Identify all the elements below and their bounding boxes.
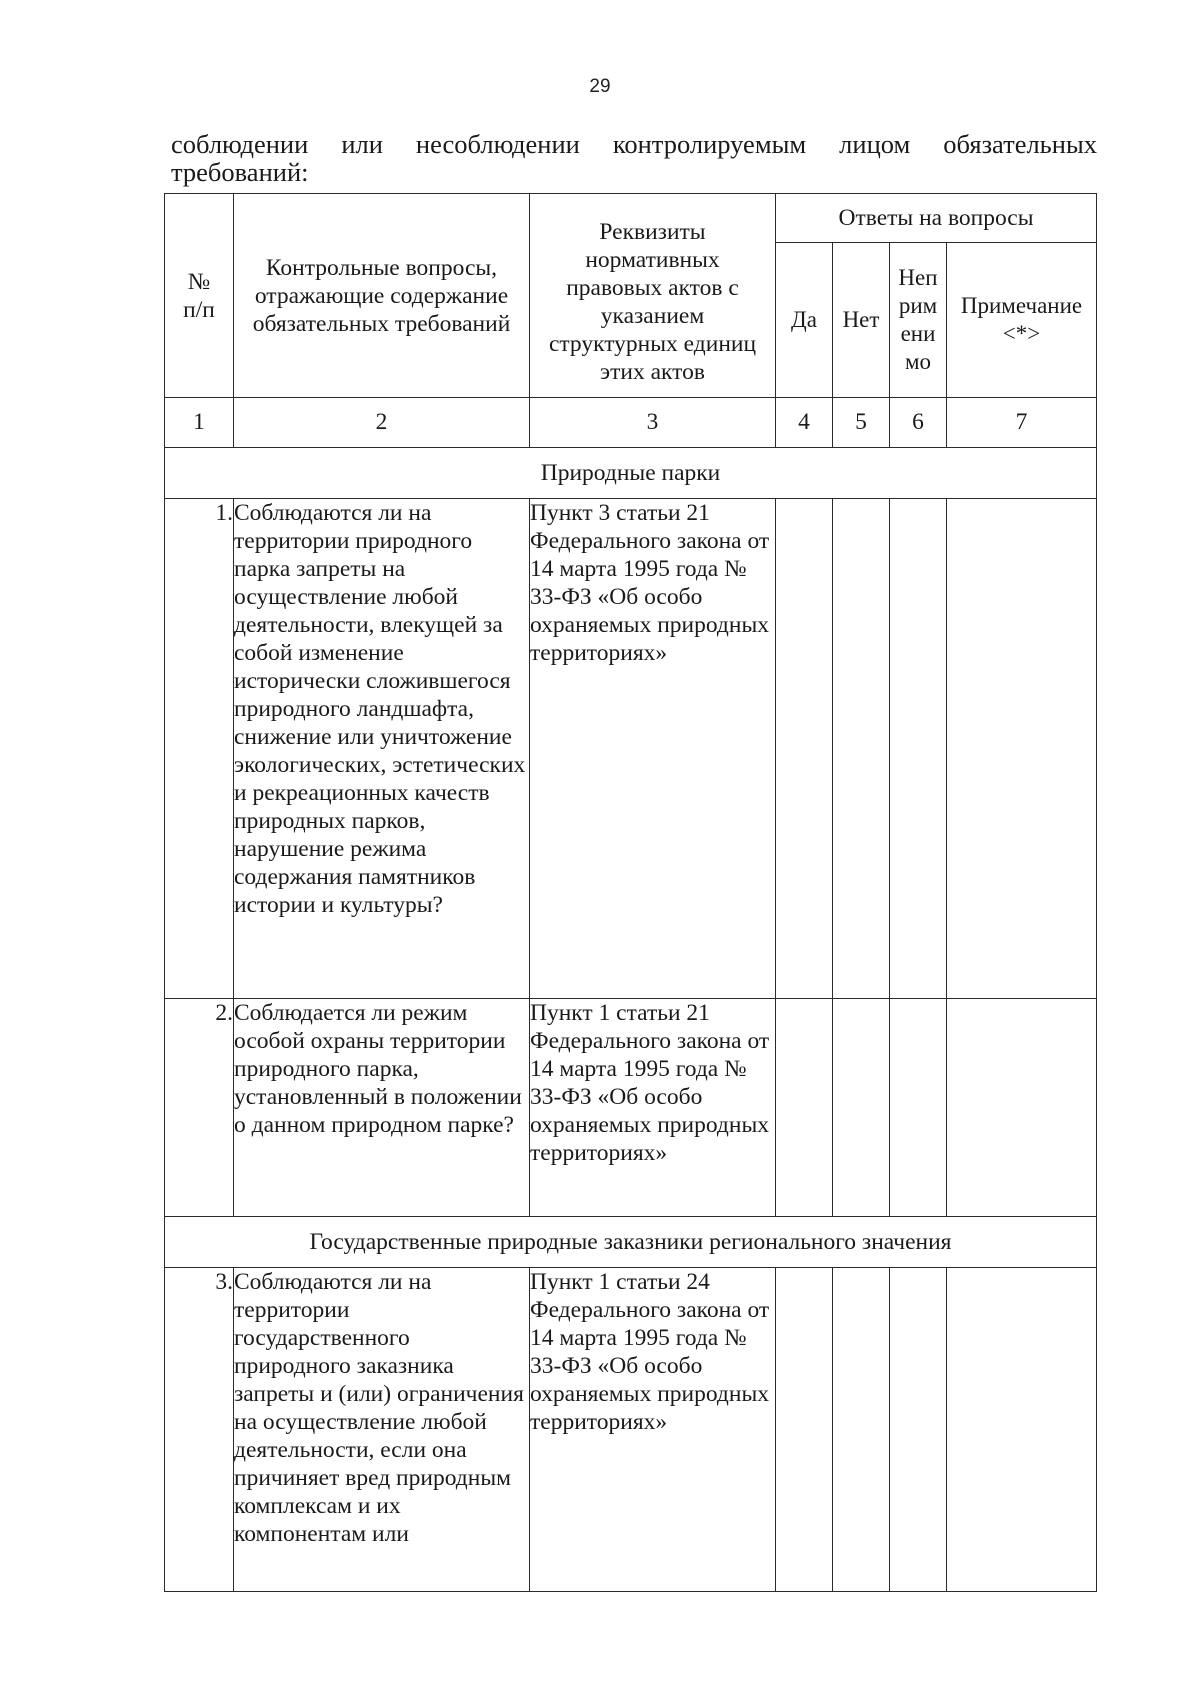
header-no-answer: Нет (833, 243, 890, 398)
page-number: 29 (589, 76, 611, 97)
answer-yes-cell (776, 1268, 833, 1592)
answer-not-applicable-cell (890, 499, 947, 999)
intro-paragraph: соблюдении или несоблюдении контролируемым лицом обязательных требований: (171, 129, 1097, 187)
requisite-cell: Пункт 1 статьи 21 Федерального закона от 14 марта 1995 года № 33-ФЗ «Об особо охраняемых природных территориях» (530, 999, 776, 1217)
table-row (165, 999, 1097, 1217)
column-number: 5 (833, 398, 890, 448)
column-numbers-row (165, 398, 1097, 448)
header-questions: Контрольные вопросы, отражающие содержание обязательных требований (234, 194, 530, 398)
row-number: 1. (165, 499, 234, 999)
answer-no-cell (833, 1268, 890, 1592)
row-number: 3. (165, 1268, 234, 1592)
column-number: 2 (234, 398, 530, 448)
note-cell (947, 999, 1097, 1217)
row-number: 2. (165, 999, 234, 1217)
requisite-cell: Пункт 3 статьи 21 Федерального закона от 14 марта 1995 года № 33-ФЗ «Об особо охраняемых природных территориях» (530, 499, 776, 999)
note-cell (947, 499, 1097, 999)
header-yes: Да (776, 243, 833, 398)
answer-yes-cell (776, 999, 833, 1217)
checklist-table (164, 193, 1097, 1592)
question-cell: Соблюдается ли режим особой охраны территории природного парка, установленный в положении о данном природном парке? (234, 999, 530, 1217)
question-cell: Соблюдаются ли на территории государственного природного заказника запреты и (или) ограничения на осуществление любой деятельности, если она причиняет вред природным комплексам и их компонентам или (234, 1268, 530, 1592)
answer-not-applicable-cell (890, 1268, 947, 1592)
column-number: 6 (890, 398, 947, 448)
column-number: 7 (947, 398, 1097, 448)
requisite-cell: Пункт 1 статьи 24 Федерального закона от 14 марта 1995 года № 33-ФЗ «Об особо охраняемых природных территориях» (530, 1268, 776, 1592)
column-number: 1 (165, 398, 234, 448)
answer-yes-cell (776, 499, 833, 999)
header-row-top (165, 194, 1097, 243)
section-heading-row (165, 448, 1097, 499)
note-cell (947, 1268, 1097, 1592)
column-number: 4 (776, 398, 833, 448)
section-title: Государственные природные заказники регионального значения (165, 1217, 1097, 1268)
header-not-applicable: Неп рим ени мо (890, 243, 947, 398)
section-heading-row (165, 1217, 1097, 1268)
header-note: Примечание <*> (947, 243, 1097, 398)
answer-no-cell (833, 999, 890, 1217)
answer-not-applicable-cell (890, 999, 947, 1217)
header-no: № п/п (165, 194, 234, 398)
column-number: 3 (530, 398, 776, 448)
table-row (165, 499, 1097, 999)
table-row (165, 1268, 1097, 1592)
answer-no-cell (833, 499, 890, 999)
header-requisites: Реквизиты нормативных правовых актов с указанием структурных единиц этих актов (530, 194, 776, 398)
question-cell: Соблюдаются ли на территории природного парка запреты на осуществление любой деятельности, влекущей за собой изменение исторически сложившегося природного ландшафта, снижение или уничтожение экологических, эстетических и рекреационных качеств природных парков, нарушение режима содержания памятников истории и культуры? (234, 499, 530, 999)
section-title: Природные парки (165, 448, 1097, 499)
header-answers-group: Ответы на вопросы (776, 194, 1097, 243)
